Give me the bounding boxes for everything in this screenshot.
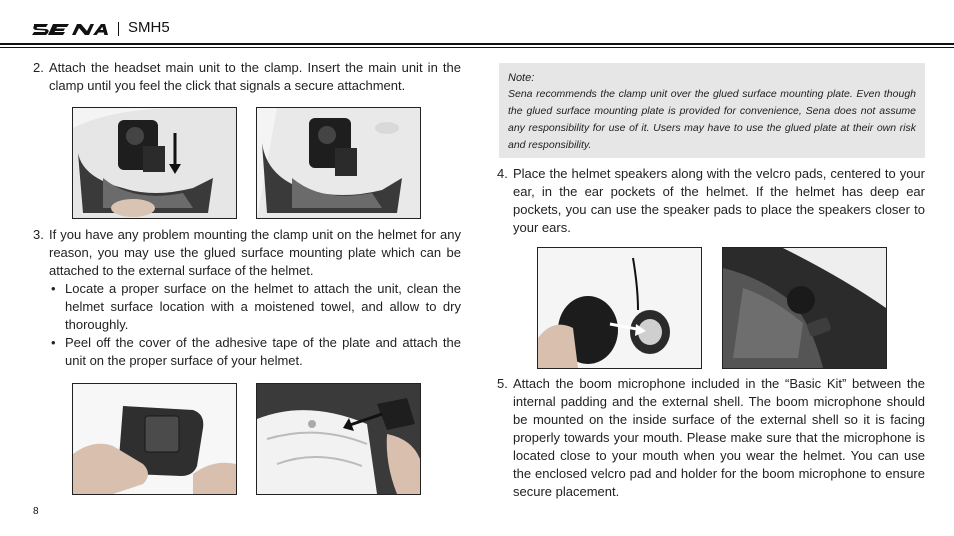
header-rule-thin <box>0 47 954 48</box>
step-number: 4. <box>497 166 508 181</box>
step-text: Attach the boom microphone included in the “Basic Kit” between the internal padding and the external shell. The boom microphone should be mounted on the inside surface of the external shell so it is facing properly towards your mouth. Please make sure that the microphone is located close to your mouth when you wear the helmet. You can use the enclosed velcro pad and holder for the boom microphone to ensure secure placement. <box>513 376 925 499</box>
step-text: Attach the headset main unit to the clamp. Insert the main unit in the clamp until you feel the click that signals a secure attachment. <box>49 60 461 93</box>
photo-adhesive-plate <box>72 383 237 495</box>
bullet-icon: • <box>51 335 56 350</box>
list-item <box>49 280 461 334</box>
sena-logo <box>32 21 108 37</box>
model-name: SMH5 <box>128 19 170 36</box>
step-5 <box>497 375 925 501</box>
list-item <box>49 334 461 370</box>
step-3 <box>33 226 461 370</box>
page-number: 8 <box>33 506 39 517</box>
step-text: Place the helmet speakers along with the velcro pads, centered to your ear, in the ear pockets of the helmet. If the helmet has deep ear pockets, you can use the speaker pads to place the speakers closer to your ears. <box>513 166 925 235</box>
bullet-icon: • <box>51 281 56 296</box>
step-4 <box>497 165 925 237</box>
step-text: If you have any problem mounting the clamp unit on the helmet for any reason, you may use the glued surface mounting plate which can be attached to the external surface of the helmet. <box>49 227 461 278</box>
list-item-text: Locate a proper surface on the helmet to attach the unit, clean the helmet surface location with a moistened towel, and allow to dry thoroughly. <box>65 281 461 332</box>
photo-speaker-velcro <box>537 247 702 369</box>
photo-clamp-attached <box>256 107 421 219</box>
header-rule <box>0 43 954 45</box>
step-number: 5. <box>497 376 508 391</box>
page-header <box>0 0 954 46</box>
step-number: 2. <box>33 60 44 75</box>
photo-clamp-insert <box>72 107 237 219</box>
photo-attach-plate <box>256 383 421 495</box>
step-number: 3. <box>33 227 44 242</box>
photo-speaker-helmet <box>722 247 887 369</box>
note-body: Sena recommends the clamp unit over the glued surface mounting plate. Even though the glued surface mounting plate is provided for convenience, Sena does not assume any responsibility for use of it. Users may have to use the glued plate at their own risk and responsibility. <box>508 88 916 151</box>
note-box <box>499 63 925 158</box>
list-item-text: Peel off the cover of the adhesive tape of the plate and attach the unit on the proper surface of your helmet. <box>65 335 461 368</box>
step-2 <box>33 59 461 95</box>
note-title: Note: <box>508 72 535 84</box>
